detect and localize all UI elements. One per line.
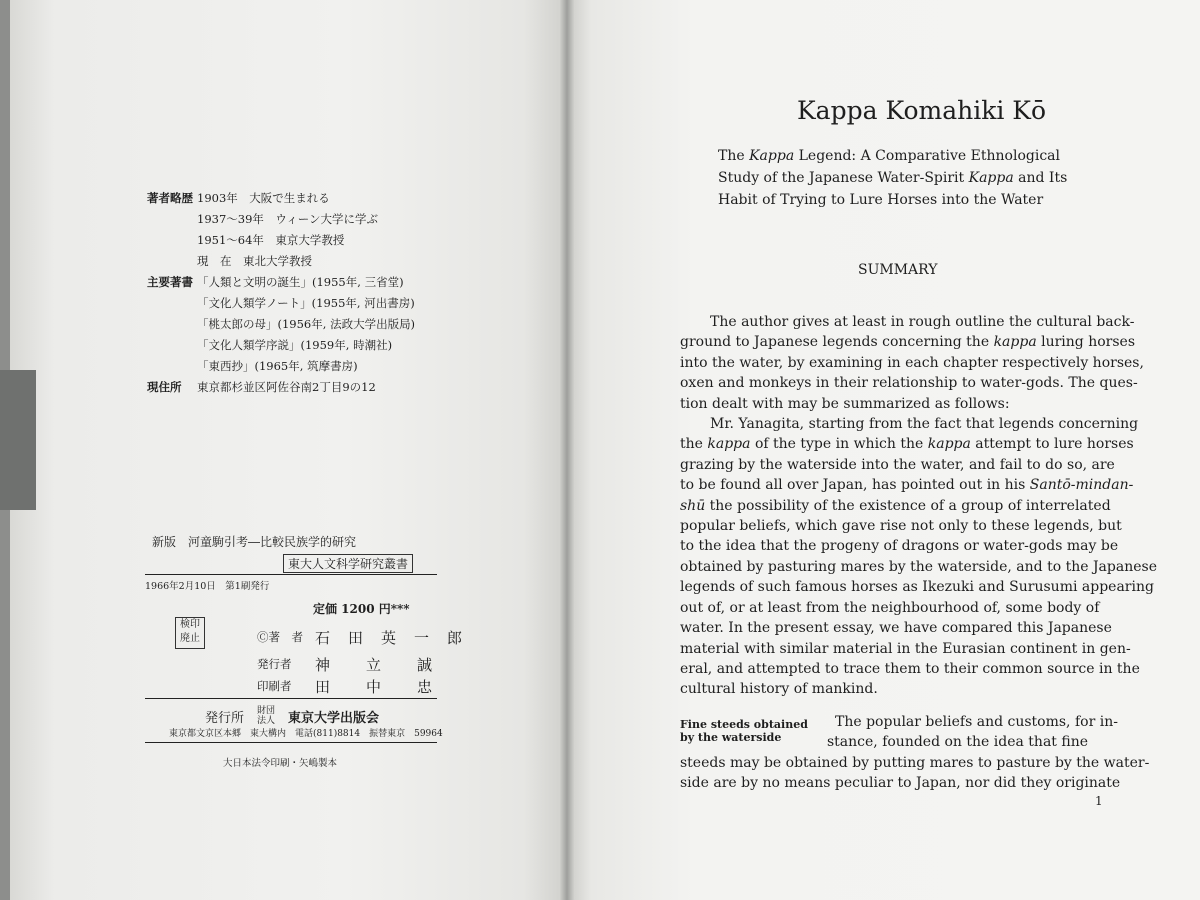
book-edge: [0, 370, 36, 510]
org-type-line: 法人: [257, 716, 276, 726]
subtitle-line: Study of the Japanese Water-Spirit Kappa and Its: [718, 170, 1068, 186]
body-line: side are by no means peculiar to Japan, nor did they originate: [680, 775, 1121, 792]
author-role: Ⓒ著 者: [257, 630, 303, 644]
colophon-rule-mid: [145, 698, 437, 699]
section-body: [680, 712, 1149, 794]
publisher-org-type: [257, 706, 275, 726]
body-line: cultural history of mankind.: [680, 681, 878, 698]
body-line: material with similar material in the Eurasian continent in gen-: [680, 640, 1131, 657]
colophon-rule-top: [145, 574, 437, 575]
printer-name: 田中忠: [315, 678, 469, 696]
bio-heading: 著者略歴: [147, 191, 193, 205]
side-heading-line: Fine steeds obtained: [680, 718, 808, 731]
publisher-address: 東京都文京区本郷 東大構内 電話(811)8814 振替東京 59964: [169, 729, 443, 739]
body-line: stance, founded on the idea that fine: [827, 734, 1089, 751]
bio-value: 「文化人類学序説」(1959年, 時潮社): [197, 338, 393, 352]
stamp-box: [175, 617, 205, 649]
subtitle-line: Habit of Trying to Lure Horses into the Water: [718, 192, 1044, 208]
bio-value: 1903年 大阪で生まれる: [197, 191, 330, 205]
colophon-series: 東大人文科学研究叢書: [283, 554, 413, 573]
body-line: legends of such famous horses as Ikezuki and Surusumi appearing: [680, 579, 1154, 596]
body-line: The popular beliefs and customs, for in-: [835, 714, 1118, 730]
bio-heading: 現住所: [147, 380, 182, 394]
stamp-line: 検印: [180, 619, 200, 630]
printer-binder: 大日本法令印刷・矢嶋製本: [223, 758, 338, 769]
publisher-role: 発行者: [257, 657, 292, 671]
publisher-house: 東京大学出版会: [288, 711, 380, 726]
page-title: Kappa Komahiki Kō: [797, 96, 1047, 125]
body-line: steeds may be obtained by putting mares to pasture by the water-: [680, 754, 1150, 771]
subtitle: [718, 145, 1067, 211]
bio-value: 現 在 東北大学教授: [197, 254, 312, 268]
body-line: tion dealt with may be summarized as follows:: [680, 395, 1010, 412]
subtitle-line: The Kappa Legend: A Comparative Ethnological: [718, 148, 1060, 164]
publisher-name: 神立誠: [315, 656, 469, 674]
body-line: to the idea that the progeny of dragons or water-gods may be: [680, 538, 1119, 555]
body-line: obtained by pasturing mares by the waterside, and to the Japanese: [680, 558, 1157, 575]
side-heading-line: by the waterside: [680, 731, 782, 744]
colophon-rule-bottom: [145, 742, 437, 743]
body-line: to be found all over Japan, has pointed out in his Santō-mindan-: [680, 477, 1134, 494]
page-number: 1: [1095, 794, 1103, 808]
printer-role: 印刷者: [257, 679, 292, 693]
stamp-line: 廃止: [180, 633, 200, 644]
bio-heading: 主要著書: [147, 275, 193, 289]
colophon-date: 1966年2月10日 第1刷発行: [145, 581, 270, 592]
bio-value: 「東西抄」(1965年, 筑摩書房): [197, 359, 358, 373]
publisher-label: 発行所: [205, 711, 245, 726]
colophon-price: 定価 1200 円***: [313, 602, 410, 616]
body-line: eral, and attempted to trace them to their common source in the: [680, 660, 1140, 677]
body-line: ground to Japanese legends concerning the kappa luring horses: [680, 334, 1136, 351]
body-line: grazing by the waterside into the water, and fail to do so, are: [680, 456, 1115, 473]
bio-value: 「文化人類学ノート」(1955年, 河出書房): [197, 296, 415, 310]
body-line: oxen and monkeys in their relationship to water-gods. The ques-: [680, 375, 1138, 392]
summary-heading: SUMMARY: [858, 262, 938, 278]
bio-value: 「人類と文明の誕生」(1955年, 三省堂): [197, 275, 404, 289]
bio-value: 東京都杉並区阿佐谷南2丁目9の12: [197, 380, 376, 394]
body-line: into the water, by examining in each chapter respectively horses,: [680, 354, 1144, 371]
book-gutter: [560, 0, 574, 900]
body-line: water. In the present essay, we have compared this Japanese: [680, 620, 1112, 637]
bio-value: 「桃太郎の母」(1956年, 法政大学出版局): [197, 317, 416, 331]
summary-body: [680, 312, 1157, 700]
colophon-title: 新版 河童駒引考―比較民族学的研究: [152, 535, 357, 549]
bio-value: 1937〜39年 ウィーン大学に学ぶ: [197, 212, 378, 226]
author-name: 石田英一郎: [315, 629, 481, 647]
body-line: the kappa of the type in which the kappa attempt to lure horses: [680, 436, 1134, 453]
bio-value: 1951〜64年 東京大学教授: [197, 233, 345, 247]
body-line: shū the possibility of the existence of a group of interrelated: [680, 497, 1111, 514]
body-line: Mr. Yanagita, starting from the fact that legends concerning: [710, 416, 1139, 433]
body-line: The author gives at least in rough outline the cultural back-: [710, 314, 1135, 330]
body-line: out of, or at least from the neighbourhood of, some body of: [680, 599, 1100, 616]
body-line: popular beliefs, which gave rise not only to these legends, but: [680, 518, 1122, 535]
org-type-line: 財団: [257, 706, 276, 716]
